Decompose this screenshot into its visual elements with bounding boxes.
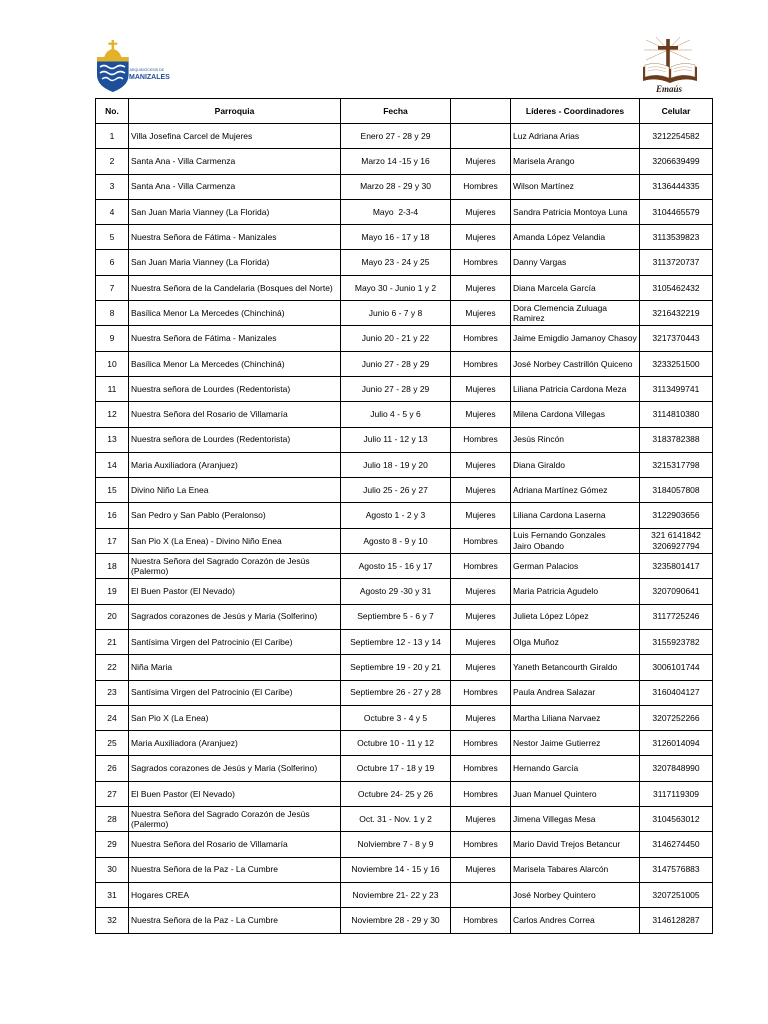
cell-fecha: Junio 20 - 21 y 22 xyxy=(341,326,451,351)
cell-genero: Mujeres xyxy=(451,225,511,250)
table-row xyxy=(96,452,713,477)
cell-lideres: Marisela Tabares Alarcón xyxy=(511,857,640,882)
cell-fecha: Mayo 16 - 17 y 18 xyxy=(341,225,451,250)
cell-parroquia: Santísima Virgen del Patrocinio (El Caribe) xyxy=(129,680,341,705)
cell-celular: 3207090641 xyxy=(640,579,713,604)
cell-celular: 3006101744 xyxy=(640,655,713,680)
cross-icon xyxy=(666,39,670,69)
table-row xyxy=(96,427,713,452)
cell-genero: Mujeres xyxy=(451,857,511,882)
cell-fecha: Agosto 1 - 2 y 3 xyxy=(341,503,451,528)
cell-fecha: Julio 11 - 12 y 13 xyxy=(341,427,451,452)
cell-no: 30 xyxy=(96,857,129,882)
cell-lideres: Amanda López Velandia xyxy=(511,225,640,250)
cell-parroquia: Nuestra Señora de Fátima - Manizales xyxy=(129,225,341,250)
cell-parroquia: Santa Ana - Villa Carmenza xyxy=(129,174,341,199)
cell-genero: Mujeres xyxy=(451,579,511,604)
cell-genero: Hombres xyxy=(451,908,511,933)
cell-genero: Mujeres xyxy=(451,149,511,174)
cell-parroquia: Hogares CREA xyxy=(129,882,341,907)
cell-celular: 3113720737 xyxy=(640,250,713,275)
cell-fecha: Mayo 30 - Junio 1 y 2 xyxy=(341,275,451,300)
cell-no: 1 xyxy=(96,124,129,149)
cell-parroquia: Nuestra señora de Lourdes (Redentorista) xyxy=(129,427,341,452)
cell-lideres: Liliana Cardona Laserna xyxy=(511,503,640,528)
cell-no: 24 xyxy=(96,705,129,730)
cell-no: 13 xyxy=(96,427,129,452)
cell-celular-line: 3206927794 xyxy=(652,540,700,551)
table-body xyxy=(96,124,713,934)
cell-lideres: Danny Vargas xyxy=(511,250,640,275)
cell-lideres: Luz Adriana Arias xyxy=(511,124,640,149)
cell-no: 3 xyxy=(96,174,129,199)
cell-lideres-line: Luis Fernando Gonzales xyxy=(513,530,606,541)
cell-no: 19 xyxy=(96,579,129,604)
cell-no: 21 xyxy=(96,629,129,654)
cell-no: 5 xyxy=(96,225,129,250)
cell-celular: 3146128287 xyxy=(640,908,713,933)
cell-fecha: Noviembre 21- 22 y 23 xyxy=(341,882,451,907)
cell-lideres: German Palacios xyxy=(511,554,640,579)
cell-parroquia: Nuestra Señora de la Paz - La Cumbre xyxy=(129,908,341,933)
cell-fecha: Septiembre 12 - 13 y 14 xyxy=(341,629,451,654)
cell-genero: Mujeres xyxy=(451,478,511,503)
cell-genero: Hombres xyxy=(451,250,511,275)
cell-celular: 3215317798 xyxy=(640,452,713,477)
cell-parroquia: Maria Auxiliadora (Aranjuez) xyxy=(129,452,341,477)
cell-no: 14 xyxy=(96,452,129,477)
cell-fecha: Septiembre 19 - 20 y 21 xyxy=(341,655,451,680)
cell-genero: Mujeres xyxy=(451,655,511,680)
table-row xyxy=(96,554,713,579)
cell-lideres: Sandra Patricia Montoya Luna xyxy=(511,199,640,224)
cell-fecha: Junio 27 - 28 y 29 xyxy=(341,376,451,401)
cell-no: 2 xyxy=(96,149,129,174)
cell-lideres: Wilson Martínez xyxy=(511,174,640,199)
cell-genero: Hombres xyxy=(451,680,511,705)
cell-lideres: Martha Liliana Narvaez xyxy=(511,705,640,730)
cell-no: 29 xyxy=(96,832,129,857)
cell-genero: Mujeres xyxy=(451,452,511,477)
cell-celular: 3207252266 xyxy=(640,705,713,730)
arquidiocesis-logo xyxy=(94,38,174,94)
cell-parroquia: Maria Auxiliadora (Aranjuez) xyxy=(129,731,341,756)
cell-lideres xyxy=(511,528,640,553)
cell-genero xyxy=(451,124,511,149)
table-row xyxy=(96,882,713,907)
cell-parroquia: El Buen Pastor (El Nevado) xyxy=(129,781,341,806)
table-row xyxy=(96,376,713,401)
cell-no: 12 xyxy=(96,402,129,427)
cell-genero: Hombres xyxy=(451,832,511,857)
cell-celular: 3105462432 xyxy=(640,275,713,300)
cell-lideres: Juan Manuel Quintero xyxy=(511,781,640,806)
cell-celular: 3206639499 xyxy=(640,149,713,174)
cell-celular: 3122903656 xyxy=(640,503,713,528)
cell-parroquia: Nuestra señora de Lourdes (Redentorista) xyxy=(129,376,341,401)
cell-lideres: Jesús Rincón xyxy=(511,427,640,452)
table-header-row xyxy=(96,99,713,124)
cell-genero: Mujeres xyxy=(451,604,511,629)
table-row xyxy=(96,528,713,553)
table-row xyxy=(96,351,713,376)
cell-no: 23 xyxy=(96,680,129,705)
cell-celular: 3113499741 xyxy=(640,376,713,401)
cell-parroquia: Sagrados corazones de Jesús y Maria (Solferino) xyxy=(129,756,341,781)
table-row xyxy=(96,655,713,680)
table-row xyxy=(96,781,713,806)
cell-parroquia: Niña Maria xyxy=(129,655,341,680)
cell-parroquia: Nuestra Señora del Rosario de Villamaría xyxy=(129,832,341,857)
cell-genero: Hombres xyxy=(451,174,511,199)
cell-celular: 3146274450 xyxy=(640,832,713,857)
cell-parroquia: Santísima Virgen del Patrocinio (El Caribe) xyxy=(129,629,341,654)
cell-no: 26 xyxy=(96,756,129,781)
table-row xyxy=(96,579,713,604)
cell-no: 15 xyxy=(96,478,129,503)
cell-celular: 3114810380 xyxy=(640,402,713,427)
header-no: No. xyxy=(96,99,129,124)
table-row xyxy=(96,402,713,427)
cell-fecha: Septiembre 26 - 27 y 28 xyxy=(341,680,451,705)
cell-celular: 3216432219 xyxy=(640,301,713,326)
cell-fecha: Julio 4 - 5 y 6 xyxy=(341,402,451,427)
cell-fecha: Junio 27 - 28 y 29 xyxy=(341,351,451,376)
cell-no: 25 xyxy=(96,731,129,756)
cell-no: 31 xyxy=(96,882,129,907)
table-row xyxy=(96,629,713,654)
cell-fecha: Noviembre 14 - 15 y 16 xyxy=(341,857,451,882)
cell-lideres: Dora Clemencia Zuluaga Ramirez xyxy=(511,301,640,326)
cell-no: 8 xyxy=(96,301,129,326)
table-row xyxy=(96,503,713,528)
table-row xyxy=(96,832,713,857)
cell-celular: 3183782388 xyxy=(640,427,713,452)
cell-genero: Mujeres xyxy=(451,807,511,832)
mitre-icon xyxy=(104,49,122,58)
cell-fecha: Mayo 23 - 24 y 25 xyxy=(341,250,451,275)
cell-celular: 3233251500 xyxy=(640,351,713,376)
cell-genero: Hombres xyxy=(451,528,511,553)
cell-no: 27 xyxy=(96,781,129,806)
cell-parroquia: Basílica Menor La Mercedes (Chinchiná) xyxy=(129,301,341,326)
cell-celular: 3207848990 xyxy=(640,756,713,781)
schedule-table xyxy=(95,98,713,934)
cell-celular-line: 321 6141842 xyxy=(651,530,701,541)
cell-parroquia: Sagrados corazones de Jesús y Maria (Solferino) xyxy=(129,604,341,629)
cell-parroquia: Nuestra Señora de Fátima - Manizales xyxy=(129,326,341,351)
cell-parroquia: San Juan Maria Vianney (La Florida) xyxy=(129,199,341,224)
table-row xyxy=(96,705,713,730)
cell-celular xyxy=(640,528,713,553)
cell-parroquia: San Pio X (La Enea) xyxy=(129,705,341,730)
cell-celular: 3212254582 xyxy=(640,124,713,149)
cell-fecha: Octubre 17 - 18 y 19 xyxy=(341,756,451,781)
table-row xyxy=(96,908,713,933)
cell-parroquia: Nuestra Señora del Sagrado Corazón de Jesús (Palermo) xyxy=(129,554,341,579)
table-row xyxy=(96,857,713,882)
cell-lideres: Maria Patricia Agudelo xyxy=(511,579,640,604)
cell-parroquia: Nuestra Señora de la Paz - La Cumbre xyxy=(129,857,341,882)
cell-fecha: Marzo 14 -15 y 16 xyxy=(341,149,451,174)
cell-celular: 3113539823 xyxy=(640,225,713,250)
cell-fecha: Mayo 2-3-4 xyxy=(341,199,451,224)
cell-celular: 3104563012 xyxy=(640,807,713,832)
table-row xyxy=(96,149,713,174)
cell-lideres: Marisela Arango xyxy=(511,149,640,174)
cell-lideres: Adriana Martínez Gómez xyxy=(511,478,640,503)
cell-celular: 3126014094 xyxy=(640,731,713,756)
cell-no: 28 xyxy=(96,807,129,832)
table-row xyxy=(96,174,713,199)
cell-no: 17 xyxy=(96,528,129,553)
cell-celular: 3235801417 xyxy=(640,554,713,579)
cell-celular: 3217370443 xyxy=(640,326,713,351)
cell-fecha: Noviembre 28 - 29 y 30 xyxy=(341,908,451,933)
cell-no: 18 xyxy=(96,554,129,579)
cell-genero: Mujeres xyxy=(451,301,511,326)
cell-celular: 3117725246 xyxy=(640,604,713,629)
cell-genero: Hombres xyxy=(451,781,511,806)
cell-no: 32 xyxy=(96,908,129,933)
cell-no: 6 xyxy=(96,250,129,275)
cell-fecha: Nolviembre 7 - 8 y 9 xyxy=(341,832,451,857)
cell-celular: 3207251005 xyxy=(640,882,713,907)
cell-parroquia: San Pio X (La Enea) - Divino Niño Enea xyxy=(129,528,341,553)
emaus-logo xyxy=(638,36,702,98)
cell-fecha: Octubre 24- 25 y 26 xyxy=(341,781,451,806)
cell-fecha: Octubre 10 - 11 y 12 xyxy=(341,731,451,756)
cell-parroquia: Santa Ana - Villa Carmenza xyxy=(129,149,341,174)
cell-lideres: Diana Marcela García xyxy=(511,275,640,300)
cell-genero: Mujeres xyxy=(451,705,511,730)
table-row xyxy=(96,124,713,149)
cell-genero: Mujeres xyxy=(451,199,511,224)
table-row xyxy=(96,275,713,300)
cell-no: 16 xyxy=(96,503,129,528)
cell-genero: Mujeres xyxy=(451,629,511,654)
cell-no: 20 xyxy=(96,604,129,629)
cell-lideres: Jaime Emigdio Jamanoy Chasoy xyxy=(511,326,640,351)
header-fecha: Fecha xyxy=(341,99,451,124)
cell-no: 10 xyxy=(96,351,129,376)
cell-lideres: José Norbey Quintero xyxy=(511,882,640,907)
cell-celular: 3117119309 xyxy=(640,781,713,806)
cell-genero: Hombres xyxy=(451,731,511,756)
cell-genero: Hombres xyxy=(451,756,511,781)
table-row xyxy=(96,731,713,756)
logo-text-line2: MANIZALES xyxy=(129,74,170,81)
cell-parroquia: San Juan Maria Vianney (La Florida) xyxy=(129,250,341,275)
cell-lideres: José Norbey Castrillón Quiceno xyxy=(511,351,640,376)
cell-parroquia: Villa Josefina Carcel de Mujeres xyxy=(129,124,341,149)
logo-caption: Emaús xyxy=(655,84,683,94)
header-genero xyxy=(451,99,511,124)
cell-genero: Hombres xyxy=(451,351,511,376)
cell-fecha: Junio 6 - 7 y 8 xyxy=(341,301,451,326)
cell-celular: 3104465579 xyxy=(640,199,713,224)
cell-genero: Hombres xyxy=(451,554,511,579)
cell-fecha: Enero 27 - 28 y 29 xyxy=(341,124,451,149)
cell-fecha: Agosto 29 -30 y 31 xyxy=(341,579,451,604)
cell-lideres: Julieta López López xyxy=(511,604,640,629)
cell-lideres: Diana Giraldo xyxy=(511,452,640,477)
cell-fecha: Agosto 15 - 16 y 17 xyxy=(341,554,451,579)
cell-lideres: Olga Muñoz xyxy=(511,629,640,654)
cell-celular: 3136444335 xyxy=(640,174,713,199)
cell-parroquia: El Buen Pastor (El Nevado) xyxy=(129,579,341,604)
table-row xyxy=(96,250,713,275)
cell-no: 11 xyxy=(96,376,129,401)
cell-no: 7 xyxy=(96,275,129,300)
table-row xyxy=(96,225,713,250)
cell-fecha: Agosto 8 - 9 y 10 xyxy=(341,528,451,553)
cell-lideres-line: Jairo Obando xyxy=(513,540,565,551)
cell-lideres: Yaneth Betancourth Giraldo xyxy=(511,655,640,680)
cell-celular: 3160404127 xyxy=(640,680,713,705)
cell-celular: 3147576883 xyxy=(640,857,713,882)
header-parroquia: Parroquia xyxy=(129,99,341,124)
cell-parroquia: Nuestra Señora del Rosario de Villamaría xyxy=(129,402,341,427)
table-row xyxy=(96,478,713,503)
table-row xyxy=(96,199,713,224)
cell-lideres: Jimena Villegas Mesa xyxy=(511,807,640,832)
cell-lideres: Mario David Trejos Betancur xyxy=(511,832,640,857)
cell-parroquia: Divino Niño La Enea xyxy=(129,478,341,503)
cell-genero: Hombres xyxy=(451,427,511,452)
cell-genero: Hombres xyxy=(451,326,511,351)
cell-no: 22 xyxy=(96,655,129,680)
cell-lideres: Carlos Andres Correa xyxy=(511,908,640,933)
cell-fecha: Octubre 3 - 4 y 5 xyxy=(341,705,451,730)
cell-fecha: Septiembre 5 - 6 y 7 xyxy=(341,604,451,629)
cell-genero: Mujeres xyxy=(451,376,511,401)
cell-parroquia: Basílica Menor La Mercedes (Chinchiná) xyxy=(129,351,341,376)
cell-parroquia: Nuestra Señora del Sagrado Corazón de Jesús (Palermo) xyxy=(129,807,341,832)
cell-lideres: Nestor Jaime Gutierrez xyxy=(511,731,640,756)
cell-fecha: Marzo 28 - 29 y 30 xyxy=(341,174,451,199)
cell-genero: Mujeres xyxy=(451,275,511,300)
table-row xyxy=(96,326,713,351)
table-row xyxy=(96,680,713,705)
cell-lideres: Milena Cardona Villegas xyxy=(511,402,640,427)
cell-genero: Mujeres xyxy=(451,402,511,427)
cell-genero: Mujeres xyxy=(451,503,511,528)
cell-celular: 3155923782 xyxy=(640,629,713,654)
table-row xyxy=(96,756,713,781)
table-row xyxy=(96,604,713,629)
header-celular: Celular xyxy=(640,99,713,124)
cell-parroquia: San Pedro y San Pablo (Peralonso) xyxy=(129,503,341,528)
cell-parroquia: Nuestra Señora de la Candelaria (Bosques del Norte) xyxy=(129,275,341,300)
cell-fecha: Julio 18 - 19 y 20 xyxy=(341,452,451,477)
cell-fecha: Julio 25 - 26 y 27 xyxy=(341,478,451,503)
cell-lideres: Hernando García xyxy=(511,756,640,781)
cell-fecha: Oct. 31 - Nov. 1 y 2 xyxy=(341,807,451,832)
table-row xyxy=(96,301,713,326)
cell-no: 4 xyxy=(96,199,129,224)
cell-celular: 3184057808 xyxy=(640,478,713,503)
table-row xyxy=(96,807,713,832)
cell-no: 9 xyxy=(96,326,129,351)
cell-lideres: Liliana Patricia Cardona Meza xyxy=(511,376,640,401)
logo-text-line1: ARQUIDIÓCESIS DE xyxy=(129,68,165,72)
cell-lideres: Paula Andrea Salazar xyxy=(511,680,640,705)
header-lideres: Líderes - Coordinadores xyxy=(511,99,640,124)
cell-genero xyxy=(451,882,511,907)
